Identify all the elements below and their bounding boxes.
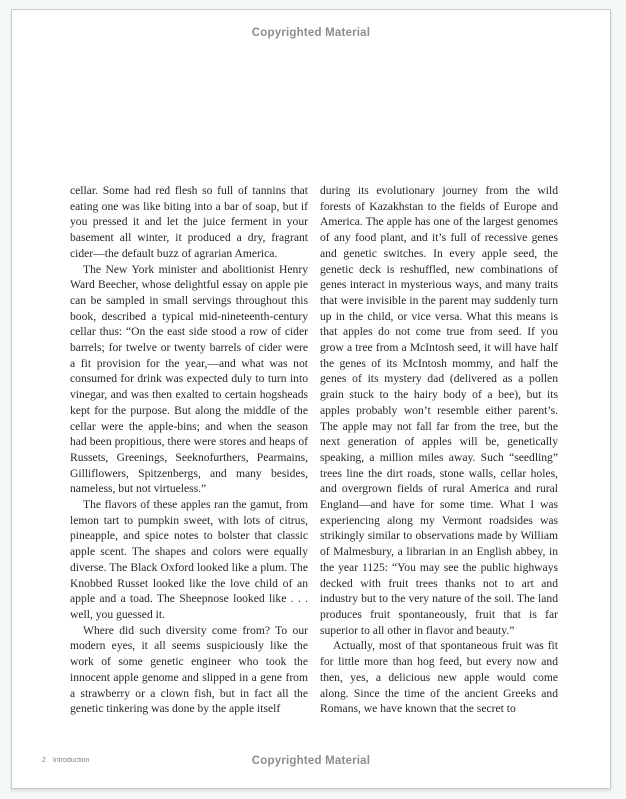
right-column bbox=[320, 183, 558, 717]
page-number: 2 bbox=[42, 757, 46, 764]
paragraph: cellar. Some had red flesh so full of tannins that eating one was like biting into a bar of soap, but if you pressed it and let the juice ferment in your basement all winter, it produced a dry, fragrant cider—the default buzz of agrarian America. bbox=[70, 184, 308, 260]
paragraph: The New York minister and abolitionist Henry Ward Beecher, whose delightful essay on apple pie can be sampled in small servings throughout this book, described a typical mid-nineteenth-century cellar thus: “On the east side stood a row of cider barrels; for twelve or twenty barrels of cider were a fit provision for the year,—and what was not consumed for drink was expected duly to turn into vinegar, and was then exalted to certain hogsheads kept for the purpose. But along the middle of the cellar were the apple-bins; and when the season had been propitious, there were stores and heaps of Russets, Greenings, Seeknofurthers, Pearmains, Gilliflowers, Spitzenbergs, and many besides, nameless, but not virtueless.” bbox=[70, 262, 308, 496]
running-head: Introduction bbox=[52, 757, 90, 764]
paragraph: Where did such diversity come from? To our modern eyes, it all seems suspiciously like the work of some genetic engineer who took the innocent apple genome and slipped in a gene from a strawberry or a clown fish, but in fact all the genetic tinkering was done by the apple itself bbox=[70, 623, 308, 716]
copyright-banner-bottom: Copyrighted Material bbox=[251, 755, 371, 767]
left-column bbox=[70, 183, 308, 717]
book-page bbox=[11, 9, 611, 789]
paragraph: during its evolutionary journey from the wild forests of Kazakhstan to the fields of Europe and America. The apple has one of the largest genomes of any food plant, and it’s full of recessive genes and genetic switches. In every apple seed, the genetic deck is reshuffled, new combinations of genes interact in mysterious ways, and many traits that were invisible in the parent may suddenly turn up in the child, or vice versa. What this means is that apples do not come true from seed. If you grow a tree from a McIntosh seed, it will have half the genes of its McIntosh mommy, and half the genes of its mystery dad (delivered as a pollen grain stuck to the hairy body of a bee), but its apples probably won’t resemble either parent’s. The apple may not fall far from the tree, but the next generation of apples will be, genetically speaking, a million miles away. Such “seedling” trees line the dirt roads, stone walls, cellar holes, and overgrown fields of rural America and rural England—and have for some time. What I was experiencing along my Vermont roadsides was strikingly similar to observations made by William of Malmesbury, a librarian in an English abbey, in the year 1125: “You may see the public highways decked with fruit trees thanks not to art and industry but to the very nature of the soil. The land produces fruit spontaneously, fruit that is far superior to all other in flavor and beauty.” bbox=[320, 184, 558, 637]
copyright-banner-top: Copyrighted Material bbox=[251, 27, 371, 39]
paragraph: The flavors of these apples ran the gamut, from lemon tart to pumpkin sweet, with lots of citrus, pineapple, and spice notes to bolster that classic apple scent. The shapes and colors were equally diverse. The Black Oxford looked like a plum. The Knobbed Russet looked like the love child of an apple and a toad. The Sheepnose looked like . . . well, you guessed it. bbox=[70, 498, 308, 621]
body-text-block bbox=[70, 183, 558, 717]
paragraph: Actually, most of that spontaneous fruit was fit for little more than hog feed, but every now and then, yes, a delicious new apple would come along. Since the time of the ancient Greeks and Romans, we have known that the secret to bbox=[320, 639, 558, 716]
